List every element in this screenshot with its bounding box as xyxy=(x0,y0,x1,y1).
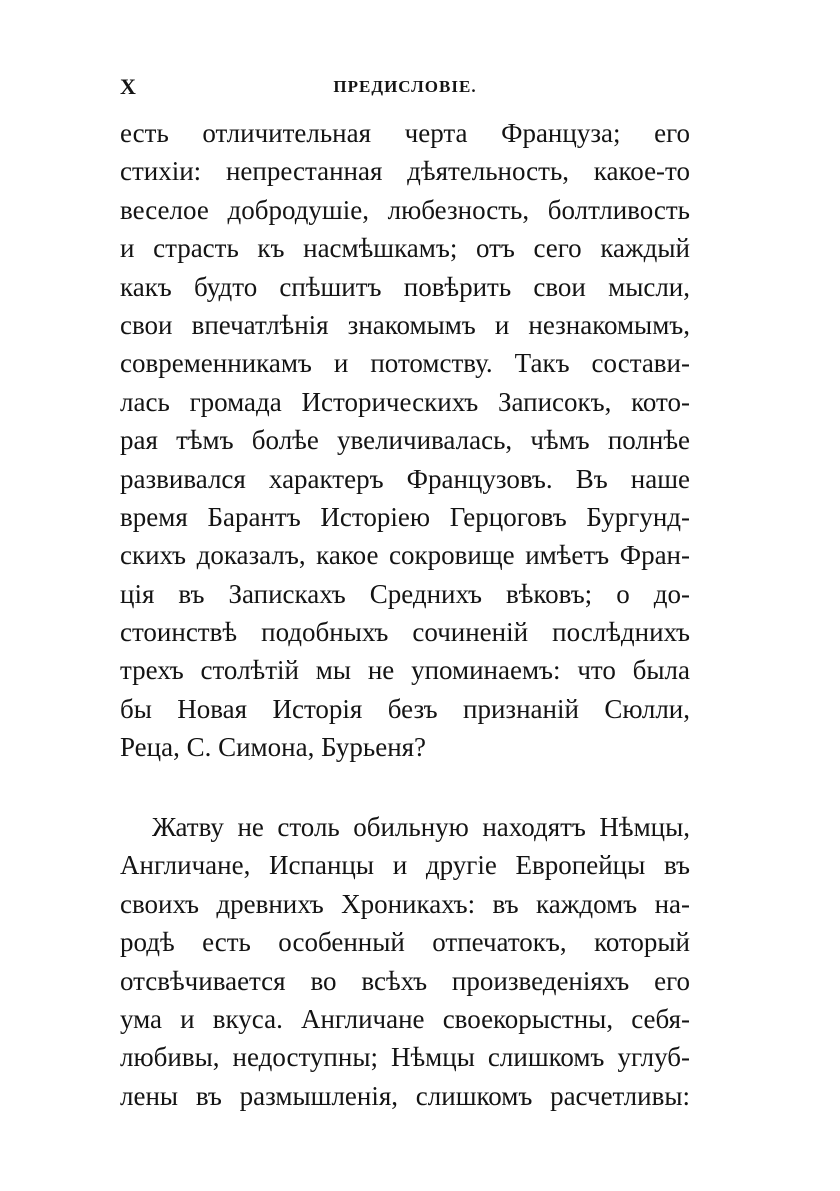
page-number: X xyxy=(120,74,136,99)
text-line: отсвѣчивается во всѣхъ произведеніяхъ его xyxy=(120,965,690,996)
section-title: ПРЕДИСЛОВІЕ. xyxy=(333,77,477,96)
paragraph-2 xyxy=(120,808,690,1115)
text-line: стоинствѣ подобныхъ сочиненій послѣднихъ xyxy=(120,617,690,648)
text-line: скихъ доказалъ, какое сокровище имѣетъ Фран- xyxy=(120,540,690,571)
text-line: развивался характеръ Французовъ. Въ наше xyxy=(120,463,690,494)
text-line: Англичане, Испанцы и другіе Европейцы въ xyxy=(120,850,690,881)
text-line: время Барантъ Исторіею Герцоговъ Бургунд- xyxy=(120,501,690,532)
text-line: Жатву не столь обильную находятъ Нѣмцы, xyxy=(152,812,690,842)
text-line: любивы, недоступны; Нѣмцы слишкомъ углуб- xyxy=(120,1042,690,1073)
text-line: какъ будто спѣшитъ повѣрить свои мысли, xyxy=(120,271,690,302)
text-line: Реца, С. Симона, Бурьеня? xyxy=(120,732,427,763)
text-line: ума и вкуса. Англичане своекорыстны, себя- xyxy=(120,1003,690,1034)
text-line: веселое добродушіе, любезность, болтливость xyxy=(120,194,690,225)
text-line: свои впечатлѣнія знакомымъ и незнакомымъ, xyxy=(120,309,690,340)
text-line: лены въ размышленія, слишкомъ расчетливы: xyxy=(120,1080,690,1111)
text-line: лась громада Историческихъ Записокъ, кото- xyxy=(120,386,690,417)
text-line: трехъ столѣтій мы не упоминаемъ: что была xyxy=(120,655,690,686)
text-line: стихіи: непрестанная дѣятельность, какое-то xyxy=(120,156,690,187)
running-head xyxy=(120,72,690,102)
text-line: есть отличительная черта Француза; его xyxy=(120,118,690,148)
text-line: своихъ древнихъ Хроникахъ: въ каждомъ на- xyxy=(120,888,690,919)
text-line: родѣ есть особенный отпечатокъ, который xyxy=(120,927,690,958)
paragraph-1 xyxy=(120,114,690,767)
text-line: ція въ Запискахъ Среднихъ вѣковъ; о до- xyxy=(120,578,690,609)
text-line: бы Новая Исторія безъ признаній Сюлли, xyxy=(120,693,690,724)
text-line: современникамъ и потомству. Такъ состави- xyxy=(120,348,690,379)
text-line: рая тѣмъ болѣе увеличивалась, чѣмъ полнѣе xyxy=(120,425,690,456)
text-line: и страсть къ насмѣшкамъ; отъ сего каждый xyxy=(120,233,690,264)
